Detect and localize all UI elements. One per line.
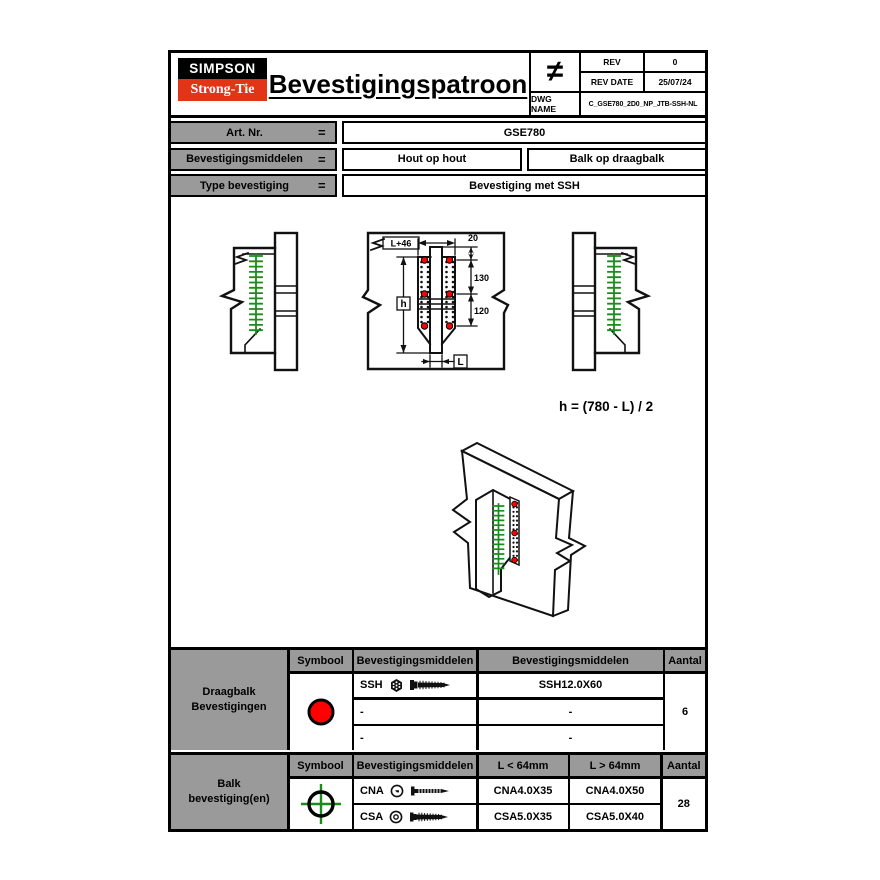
title-block [171, 53, 705, 118]
dwg-name-value: C_GSE780_2D0_NP_JTB-SSH-NL [588, 100, 698, 108]
drawing-area [171, 198, 705, 647]
front-view [363, 233, 508, 369]
fastener-name: CNA [360, 784, 384, 797]
balk-op-draagbalk-value: Balk op draagbalk [527, 148, 705, 171]
ssh-red-circle-symbol [304, 695, 338, 729]
draagbalk-fastener-table [171, 647, 705, 750]
fastener-name-cell [354, 805, 476, 829]
break-mark-icon [622, 253, 635, 264]
balk-symbol-cell [290, 779, 352, 830]
header-bevestigingsmiddelen: Bevestigingsmiddelen [354, 755, 476, 776]
header-l-kleiner-64: L < 64mm [479, 755, 568, 776]
balk-fastener-table [171, 752, 705, 829]
logo-strongtie: Strong-Tie [178, 79, 267, 101]
article-info [171, 121, 705, 197]
equals-sign: = [318, 151, 326, 167]
rev-value: 0 [645, 53, 705, 73]
csa-head-icon [389, 810, 403, 824]
technical-drawing [171, 198, 705, 647]
fastener-name: CSA [360, 811, 384, 823]
screw-row-icon [608, 254, 620, 334]
draagbalk-table-label: Draagbalk Bevestigingen [171, 650, 287, 750]
page-title: Bevestigingspatroon [268, 68, 528, 99]
bevestigingsmiddelen-label: Bevestigingsmiddelen [186, 153, 303, 165]
type-bevestiging-value: Bevestiging met SSH [342, 174, 705, 197]
fastener-name-cell [354, 779, 476, 803]
balk-aantal-value: 28 [663, 779, 706, 830]
title-area [267, 53, 529, 115]
ssh-screw-icon [410, 678, 452, 692]
logo-simpson: SIMPSON [178, 58, 267, 79]
dwg-name-label: DWG NAME [531, 93, 581, 115]
header-aantal: Aantal [663, 755, 706, 776]
draagbalk-aantal-value: 6 [665, 674, 705, 751]
rev-label: REV [581, 53, 645, 73]
header-l-groter-64: L > 64mm [570, 755, 660, 776]
rev-date-value: 25/07/24 [645, 73, 705, 93]
fastener-spec-long-cell: CSA5.0X40 [570, 805, 660, 829]
fastener-name-cell [354, 674, 476, 698]
isometric-view [453, 443, 585, 616]
equals-sign: = [318, 125, 326, 140]
fastener-spec-long-cell: CNA4.0X50 [570, 779, 660, 803]
fastener-spec-short-cell: CNA4.0X35 [479, 779, 568, 803]
drawing-sheet [168, 50, 708, 832]
type-bevestiging-label-cell [171, 174, 337, 197]
dim-l-label: L [457, 357, 464, 368]
header-symbool: Symbool [290, 650, 352, 671]
equals-sign: = [318, 178, 326, 193]
fastener-name-cell: - [354, 726, 476, 750]
ssh-symbol-cell [290, 674, 352, 751]
dim-120-label: 120 [474, 306, 490, 316]
projection-symbol-icon: ≠ [531, 53, 581, 93]
revision-block [529, 53, 705, 115]
header-symbool: Symbool [290, 755, 352, 776]
break-mark-icon [235, 253, 248, 264]
fastener-spec-cell: - [479, 726, 663, 750]
side-view-left [222, 233, 297, 370]
type-bevestiging-label: Type bevestiging [199, 179, 290, 192]
screw-row-icon [494, 504, 504, 574]
fastener-spec-cell: - [479, 700, 663, 724]
height-formula: h = (780 - L) / 2 [559, 399, 654, 414]
screw-row-icon [250, 254, 262, 334]
fastener-spec-short-cell: CSA5.0X35 [479, 805, 568, 829]
side-view-right [573, 233, 648, 370]
break-mark-icon [371, 239, 384, 250]
dim-l46-label: L+46 [390, 238, 412, 249]
header-bevestigingsmiddelen: Bevestigingsmiddelen [354, 650, 476, 671]
cna-nail-icon [410, 784, 452, 798]
dim-h-label: h [400, 299, 407, 310]
header-bevestigingsmiddelen-2: Bevestigingsmiddelen [479, 650, 663, 671]
cna-head-icon [390, 784, 404, 798]
fastener-spec-cell: SSH12.0X60 [479, 674, 663, 698]
hout-op-hout-value: Hout op hout [342, 148, 522, 171]
fastener-name: SSH [360, 679, 383, 692]
hex-washer-head-icon [389, 678, 404, 693]
bevestigingsmiddelen-row [171, 148, 705, 171]
type-bevestiging-row [171, 174, 705, 197]
dim-20-label: 20 [468, 233, 479, 243]
csa-screw-icon [409, 810, 451, 824]
art-nr-label-cell [171, 121, 337, 144]
art-nr-row [171, 121, 705, 144]
art-nr-label: Art. Nr. [226, 126, 263, 139]
dim-130-label: 130 [474, 273, 490, 283]
fastener-name-cell: - [354, 700, 476, 724]
rev-date-label: REV DATE [581, 73, 645, 93]
bevestigingsmiddelen-label-cell [171, 148, 337, 171]
crosshair-symbol [298, 781, 344, 827]
brand-logo [171, 53, 267, 115]
header-aantal: Aantal [665, 650, 705, 671]
ssh-fastener-dots [421, 257, 452, 329]
balk-table-label: Balk bevestiging(en) [171, 755, 287, 829]
art-nr-value: GSE780 [342, 121, 705, 144]
